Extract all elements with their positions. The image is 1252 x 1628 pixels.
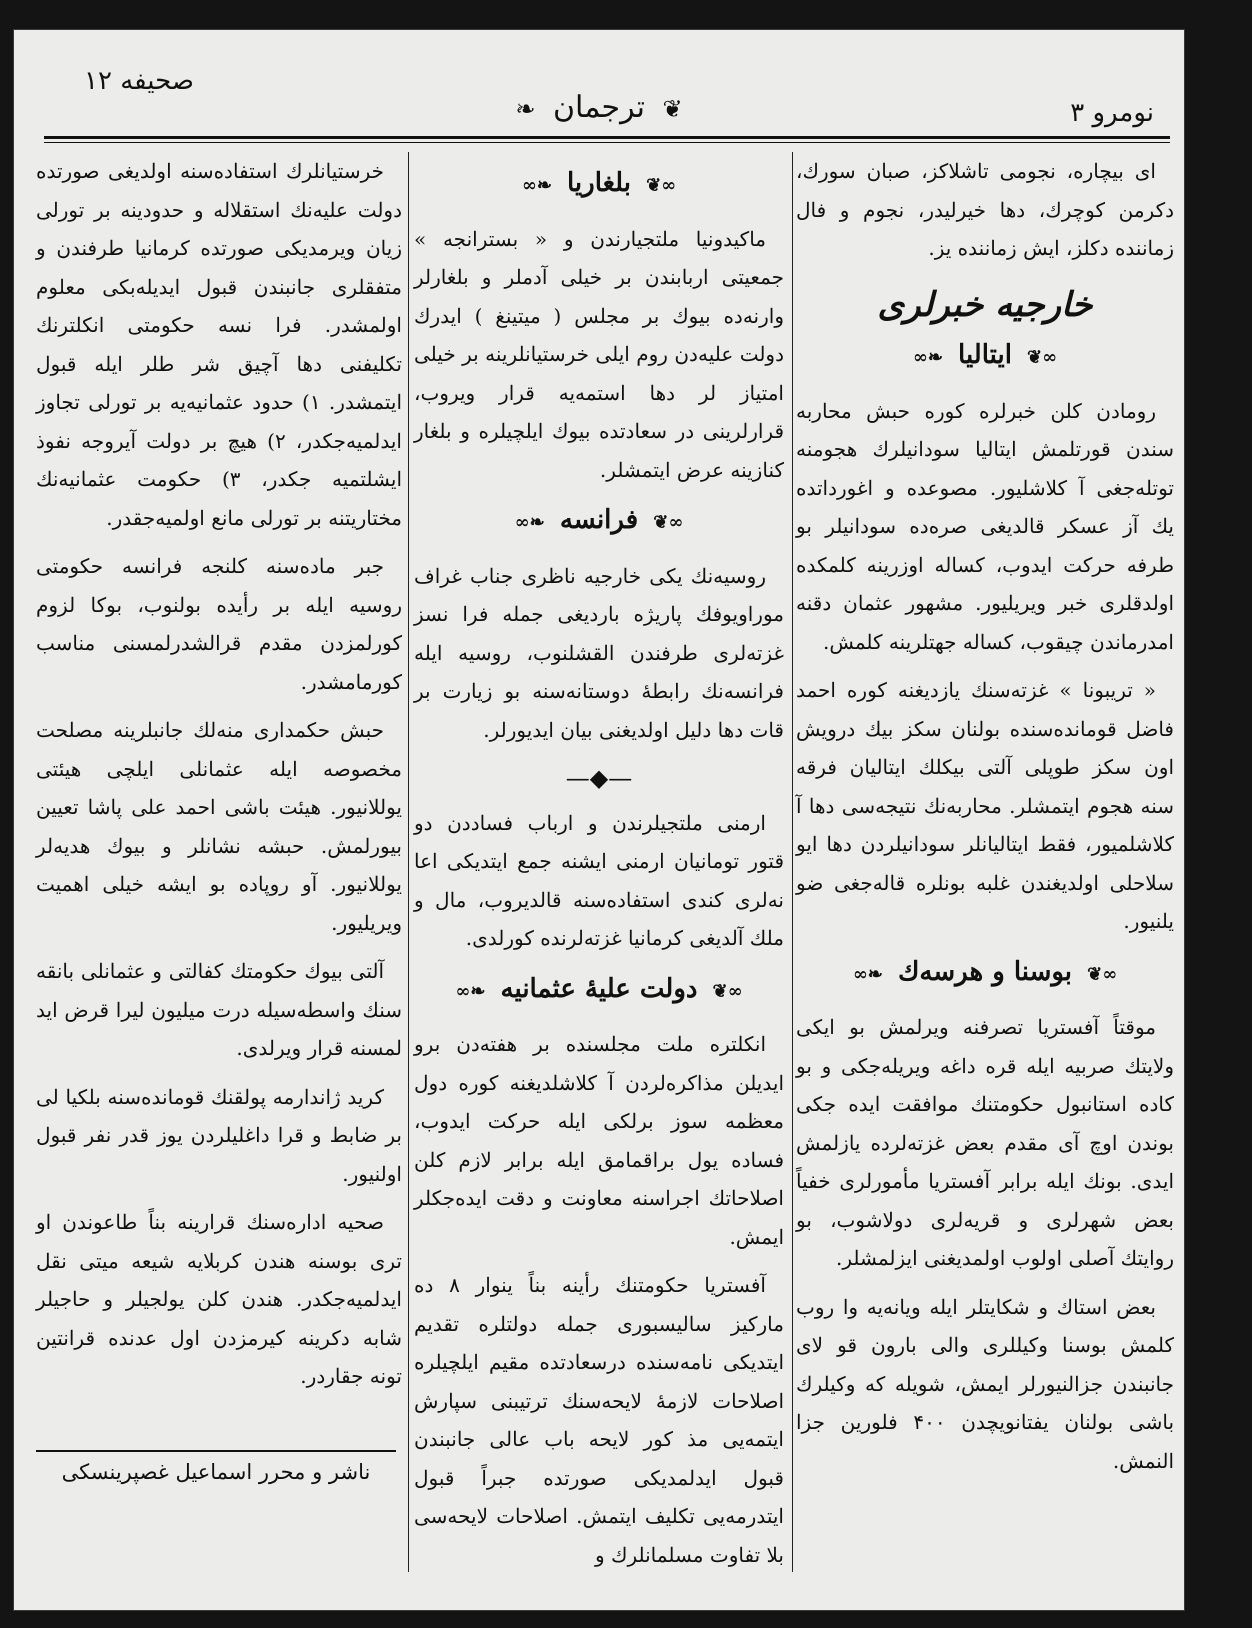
left-ornament-icon: ❦ [662, 95, 683, 123]
publisher-line: ناشر و محرر اسماعیل غصپرینسکی [61, 1460, 371, 1484]
left-paragraph-6: صحیه ادارەسنك قرارینه بناً طاعوندن او تری بوسنه هندن کربلایه شیعه میتی نقل ایدلمیەجکدر. هندن کلن یولجیلر و حاجیلر شابه دکرینه کیرمزدن اول عدنده قرانتین تونه جقاردر. [36, 1210, 402, 1388]
bosnia-paragraph-2: بعض استاك و شکایتلر ایله ویانەیه وا روب کلمش بوسنا وکیللری والی بارون قو لای جانبندن جزالنیورلر ایمش، شویله که وکیلرك باشی بولنان یفتانویچدن ۴۰۰ فلورین جزا النمش. [796, 1294, 1175, 1473]
ornament-icon: ❧∞ [455, 980, 486, 1002]
masthead [14, 30, 1184, 142]
france-heading-text: فرانسه [559, 505, 639, 535]
publisher-rule [36, 1450, 396, 1452]
header-rule [44, 136, 1170, 139]
left-paragraph-2: جبر مادەسنه کلنجه فرانسه حکومتی روسیه ایله بر رأیده بولنوب، بوکا لزوم کورلمزدن مقدم قرالشدرلمسنی مناسب کورمامشدر. [36, 554, 402, 694]
column-right [796, 152, 1174, 1490]
ornament-icon: ❧∞ [514, 512, 545, 533]
france-paragraph: روسیەنك یکی خارجیه ناظری جناب غراف موراویوفك پاریژه باردیغی جمله فرا نسز غزتەلری طرفندن القشلنوب، روسیه ایله فرانسەنك رابطهٔ دوستانەسنه بو زیارت بر قات دها دلیل اولدیغنی بیان ایدیورلر. [414, 563, 784, 742]
left-paragraph-3: حبش حکمداری منەلك جانبلرینه مصلحت مخصوصه ایله عثمانلی ایلچی هیئتی یوللانیور. هیئت باشی احمد علی پاشا تعیین بیورلمش. حبشه نشانلر و بیوك هدیەلر یوللانیور. آو روپاده بو ایشه خیلی اهمیت ویریلیور. [36, 718, 402, 935]
newspaper-title [14, 90, 1184, 125]
bosnia-paragraph-1: موقتاً آفستریا تصرفنه ویرلمش بو ایکی ولایتك صربیه ایله قره داغه ویریلەجکی و بو کاده استانبول حکومتنك موافقت ایده جکی بوندن اوچ آی مقدم بعض غزتەلرده یازلمش ایدی. بونك ایله برابر آفستریا مأمورلری خفیاً بعض شهرلری و قریەلری دولاشوب، بو روایتك آصلی اولوب اولمدیغنی ایزلمشلر. [796, 1015, 1174, 1270]
issue-number: نومرو ۳ [1070, 98, 1154, 128]
italy-paragraph-1: رومادن کلن خبرلره کوره حبش محاربه سندن قورتلمش ایتالیا سودانیلرك هجومنه توتلەجغی آ کلاشلیور. مصوعده و اغورداتده یك آز عسکر قالدیغی صرەده سودانیلر بو طرفه حرکت ایدوب، کساله اوزرینه کلمکده اولدقلری خبر ویریلیور. مشهور عثمان دقنه امدرماندن چیقوب، کساله جهتلرینه کلمش. [796, 398, 1174, 654]
foreign-news-heading: خارجیه خبرلری [877, 284, 1093, 325]
left-paragraph-5: کرید ژاندارمه پولقنك قوماندەسنه بلکیا لی بر ضابط و قرا داغلیلردن یوز قدر نفر قبول اولنیور. [36, 1084, 402, 1186]
newspaper-page [14, 30, 1184, 1610]
ornament-icon: ❧∞ [852, 963, 883, 985]
france-heading [414, 501, 784, 543]
column-divider-right [792, 152, 793, 1572]
armenian-paragraph: ارمنی ملتجیلرندن و ارباب فساددن دو قتور تومانیان ارمنی ایشنه جمع ایتدیکی اعا نەلری کندی استفادەسنه قالدیروب، مال و ملك آلدیغی کرمانیا غزتەلرنده کورلدی. [414, 810, 784, 950]
bulgaria-paragraph: ماکیدونیا ملتجیارندن و « بسترانجه » جمعیتی اربابندن بر خیلی آدملر و بلغارلر وارنەده بیوك بر مجلس ( میتینغ ) ایدرك دولت علیەدن روم ایلی خرستیانلرینه بر خیلی امتیاز لر دها استمەیه قرار ویروب، قرارلرینی در سعادتده بیوك ایلچیلره و بلغار کنازینه عرض ایتمشلر. [414, 226, 784, 482]
italy-heading-text: ایتالیا [958, 340, 1012, 370]
ornament-icon: ∞❦ [653, 512, 684, 533]
bosnia-heading-text: بوسنا و هرسەك [897, 956, 1073, 987]
bulgaria-heading-text: بلغاریا [566, 168, 632, 198]
italy-paragraph-2: « تریبونا » غزتەسنك یازدیغنه کوره احمد فاضل قوماندەسنده بولنان سکز بیك درویش اون سکز طوپلی آلتی بیکلك ایتالیان فرقه سنه هجوم ایتمشلر. محاربەنك نتیجەسی دها آ کلاشلمیور، فقط ایتالیانلر سودانیلردن دها ایو سلاحلی اولدیغندن غلبه بونلره قالەجغی ضو یلنیور. [796, 678, 1174, 933]
ornament-icon: ∞❦ [646, 175, 677, 196]
intro-paragraph: ای بیچاره، نجومی تاشلاکز، صبان سورك، دکرمن کوچرك، دها خیرلیدر، نجوم و فال زماننده دکلز، ایش زماننده یز. [796, 159, 1174, 260]
column-left [36, 152, 402, 1406]
ottoman-heading [414, 970, 784, 1012]
page-number: صحیفه ۱۲ [84, 66, 194, 96]
ornament-icon: ∞❦ [712, 980, 743, 1002]
ottoman-heading-text: دولت علیهٔ عثمانیه [500, 973, 698, 1004]
ornament-icon: ∞❦ [1027, 347, 1058, 368]
bosnia-heading [796, 953, 1174, 995]
title-text: ترجمان [553, 90, 645, 125]
left-paragraph-4: آلتی بیوك حکومتك کفالتی و عثمانلی بانقه سنك واسطەسیله درت میلیون لیرا قرض اید لمسنه قرار ویرلدی. [36, 959, 402, 1060]
left-paragraph-1: خرستیانلرك استفادەسنه اولدیغی صورتده دولت علیەنك استقلاله و حدودینه بر تورلی زیان ویرمدیکی صورتده کرمانیا طرفندن و متفقلری جانبندن قبول ایدیلەبکی معلوم اولمشدر. فرا نسه حکومتی انکلترنك تکلیفنی دها آچیق شر طلر ایله قبول ایتمشدر. ۱) حدود عثمانیەیه بر تورلی تجاوز ایدلمیەجکدر، ۲) هیچ بر دولت آیروجه نفوذ ایشلتمیه جکدر، ۳) حکومت عثمانیەنك مختاریتنه بر تورلی مانع اولمیەجقدر. [36, 159, 403, 530]
column-divider-left [408, 152, 409, 1572]
ornament-icon: ∞❦ [1087, 963, 1118, 985]
ottoman-paragraph-1: انکلتره ملت مجلسنده بر هفتەدن برو ایدیلن مذاکرەلردن آ کلاشلدیغنه کوره دول معظمه سوز برلکی ایله حرکت ایدوب، فساده یول براقمامق ایله برابر لازم کلن اصلاحاتك اجراسنه معاونت و دقت ایدەجکلر ایمش. [414, 1032, 784, 1249]
italy-heading [796, 336, 1174, 378]
section-divider: —◆— [565, 764, 633, 792]
column-middle [414, 152, 784, 1584]
ornament-icon: ❧∞ [521, 175, 552, 196]
header-rule-thin [44, 142, 1170, 143]
ornament-icon: ❧∞ [912, 347, 943, 368]
ottoman-paragraph-2: آفستریا حکومتنك رأینه بناً ینوار ۸ ده مارکیز سالیسبوری جمله دولتلره تقدیم ایتدیکی نامەسنده درسعادتده مقیم ایلچیلره اصلاحات لازمهٔ لایحەسنك ترتیبنی سپارش ایتمەیی مذ کور لایحه باب عالی جانبندن قبول ایدلمدیکی صورتده جبراً قبول ایتدرمەیی تکلیف ایتمش. اصلاحات لایحەسی بلا تفاوت مسلمانلرك و [414, 1273, 784, 1567]
right-ornament-icon: ❧ [515, 95, 536, 123]
bulgaria-heading [414, 164, 784, 206]
